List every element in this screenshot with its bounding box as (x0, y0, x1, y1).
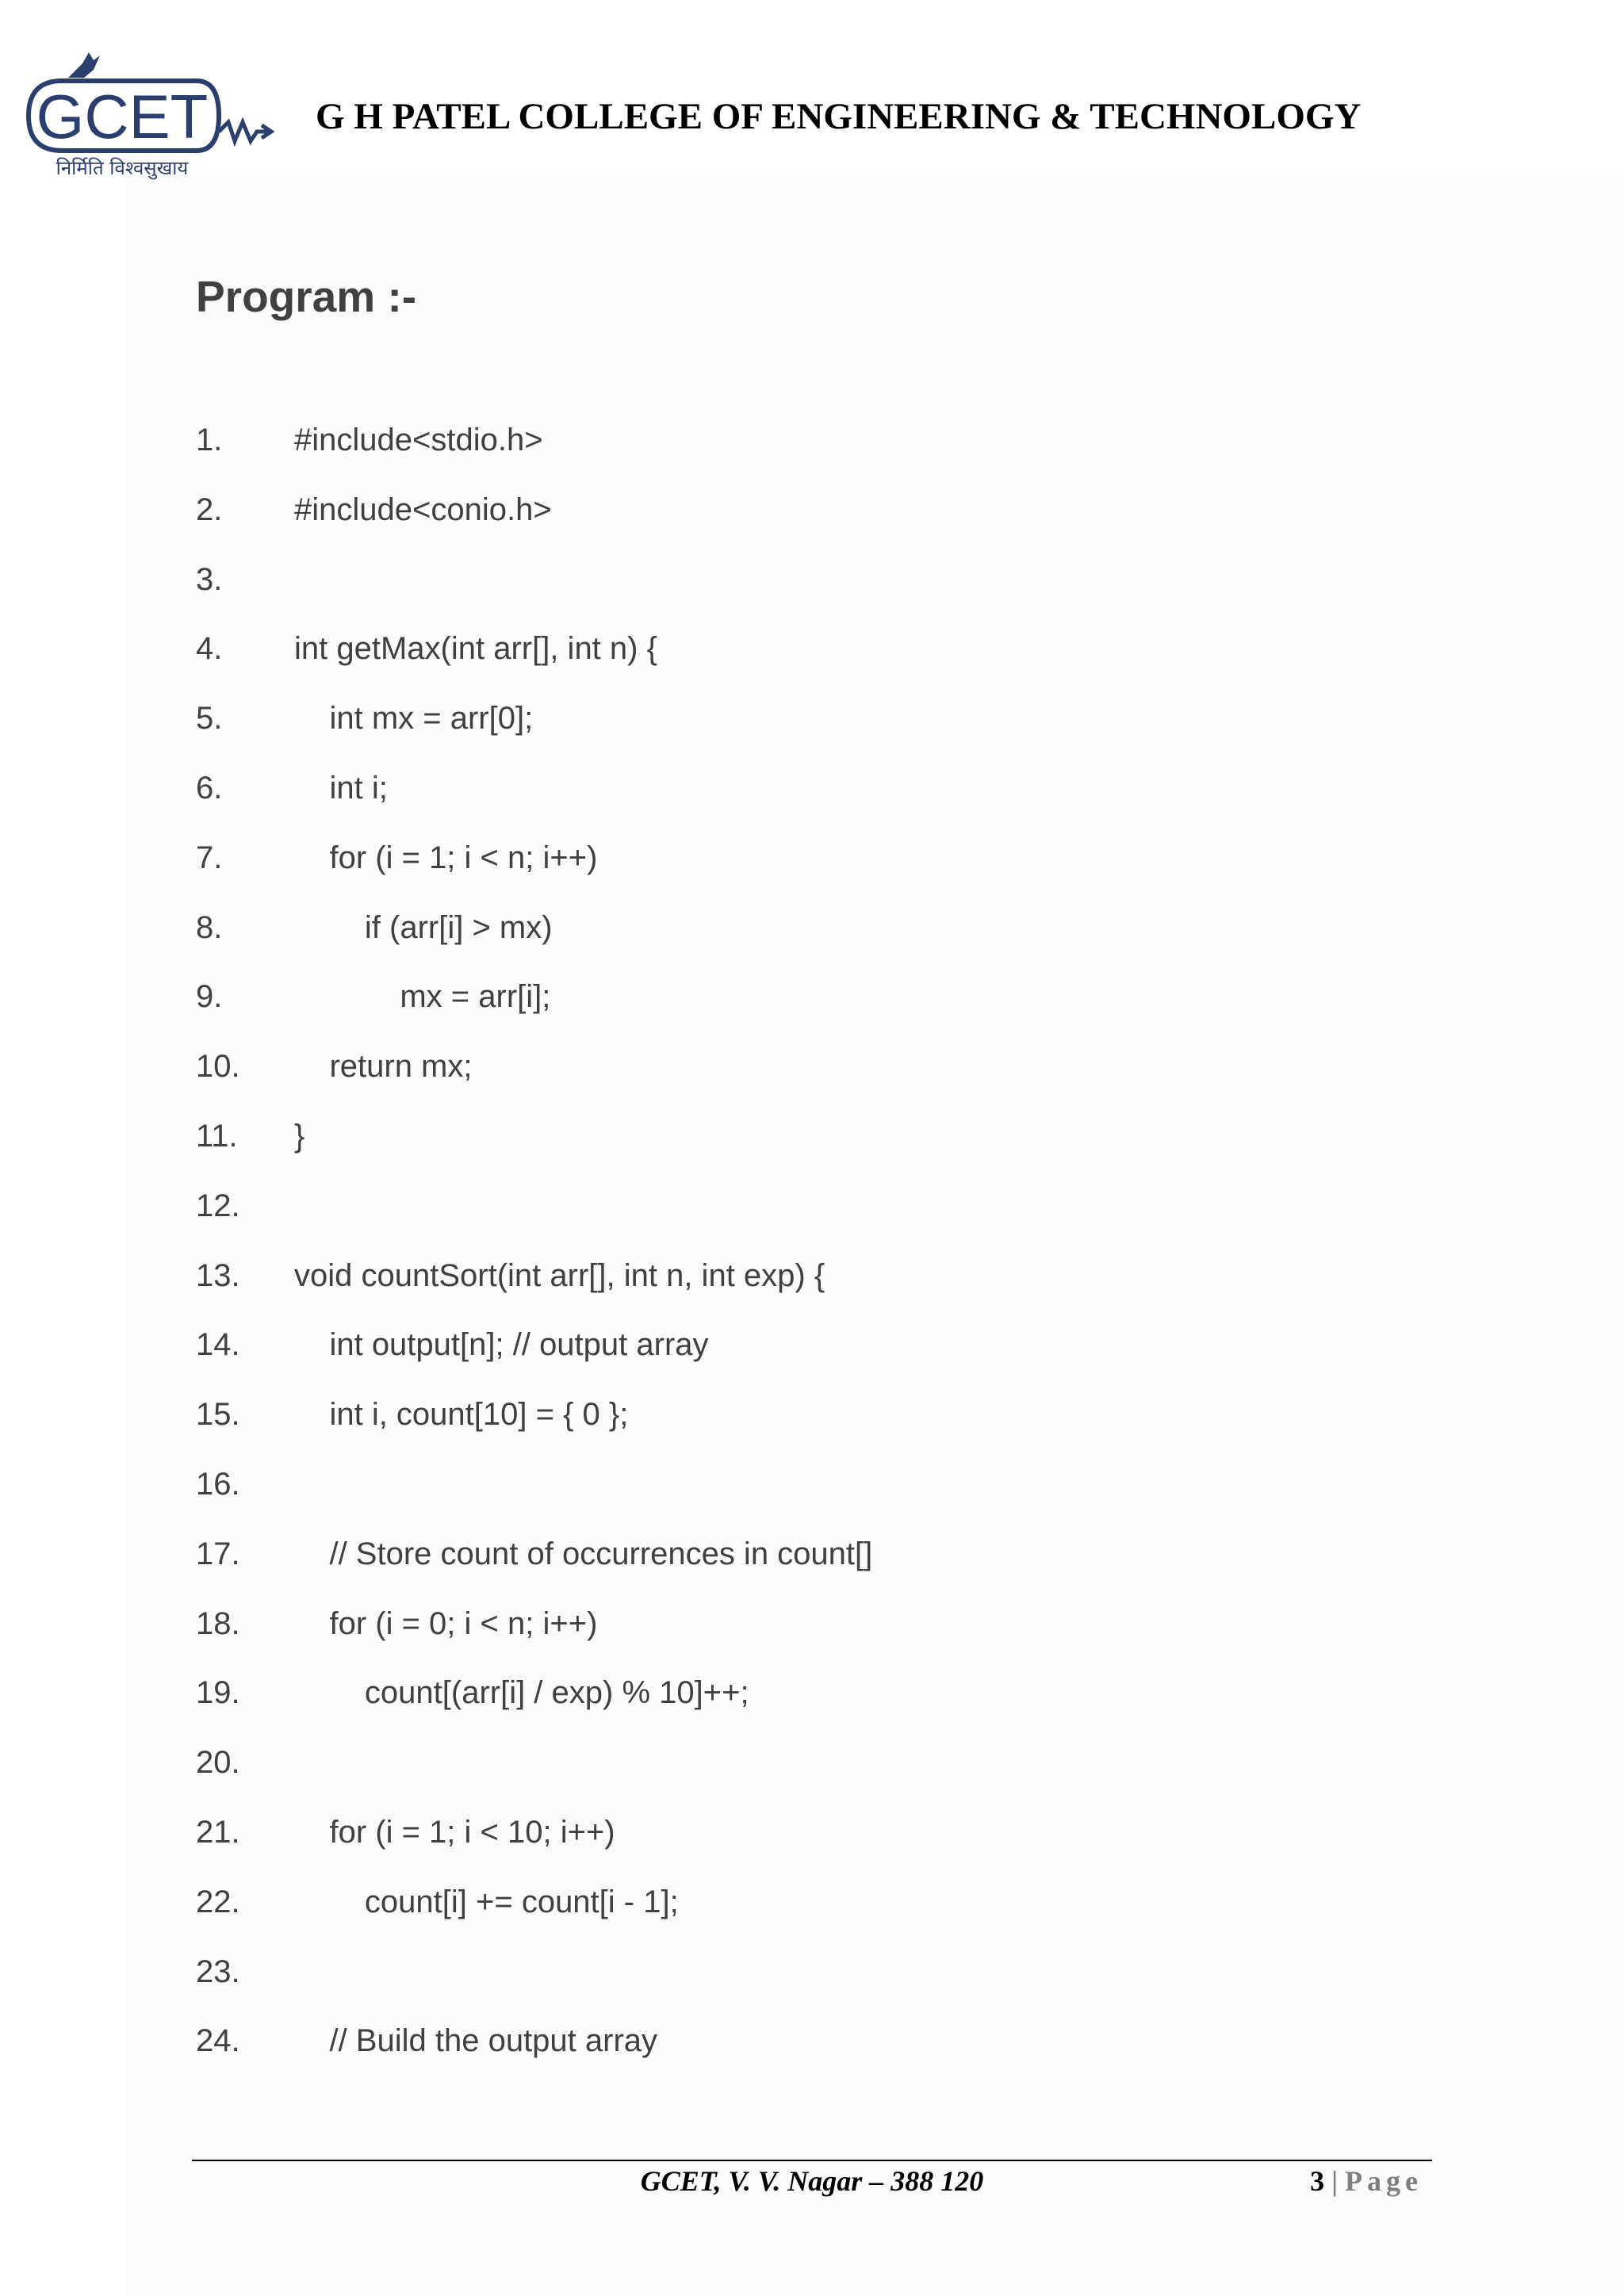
line-number: 22. (196, 1884, 240, 1919)
line-number: 20. (196, 1745, 240, 1781)
footer-divider (192, 2160, 1432, 2161)
code-line (196, 492, 1385, 562)
line-code: int i; (294, 770, 388, 806)
line-code: if (arr[i] > mx) (294, 909, 553, 945)
line-number: 24. (196, 2023, 240, 2059)
code-line (196, 771, 1385, 840)
code-line (196, 1606, 1385, 1676)
line-code: for (i = 0; i < n; i++) (294, 1605, 598, 1641)
page-number-separator: | (1331, 2165, 1339, 2197)
code-line (196, 1397, 1385, 1467)
code-line (196, 562, 1385, 632)
code-line (196, 701, 1385, 771)
line-number: 6. (196, 770, 223, 806)
code-line (196, 423, 1385, 492)
college-name: G H PATEL COLLEGE OF ENGINEERING & TECHNOLOGY (316, 96, 1362, 137)
line-code: void countSort(int arr[], int n, int exp) { (294, 1257, 825, 1293)
line-number: 18. (196, 1605, 240, 1641)
line-number: 8. (196, 909, 223, 945)
code-line (196, 631, 1385, 701)
line-number: 14. (196, 1327, 240, 1363)
line-code: } (294, 1118, 305, 1154)
page-number-label: Page (1345, 2165, 1423, 2197)
code-line (196, 1675, 1385, 1745)
line-number: 21. (196, 1814, 240, 1850)
code-line (196, 1536, 1385, 1606)
line-number: 9. (196, 979, 223, 1015)
line-number: 1. (196, 423, 223, 457)
page-number-value: 3 (1310, 2165, 1325, 2197)
line-code: // Build the output array (294, 2023, 658, 2059)
line-code: int getMax(int arr[], int n) { (294, 631, 657, 667)
code-line (196, 910, 1385, 980)
line-code: int mx = arr[0]; (294, 701, 534, 737)
line-code: int output[n]; // output array (294, 1327, 709, 1363)
code-line (196, 1119, 1385, 1188)
line-code: count[(arr[i] / exp) % 10]++; (294, 1675, 749, 1711)
code-line (196, 1188, 1385, 1258)
line-number: 4. (196, 631, 223, 667)
code-line (196, 1467, 1385, 1536)
line-code: count[i] += count[i - 1]; (294, 1884, 679, 1919)
line-code: return mx; (294, 1049, 473, 1085)
code-line (196, 1815, 1385, 1885)
code-line (196, 1049, 1385, 1119)
code-line (196, 1327, 1385, 1397)
line-number: 11. (196, 1118, 238, 1154)
code-line (196, 1885, 1385, 1954)
program-heading: Program :- (196, 272, 417, 321)
line-code: for (i = 1; i < n; i++) (294, 840, 598, 875)
line-code: mx = arr[i]; (294, 979, 551, 1015)
line-number: 19. (196, 1675, 240, 1711)
code-line (196, 1745, 1385, 1815)
gcet-logo (21, 46, 274, 182)
footer-address: GCET, V. V. Nagar – 388 120 (640, 2165, 984, 2197)
line-number: 16. (196, 1466, 240, 1502)
line-code: int i, count[10] = { 0 }; (294, 1397, 629, 1433)
code-listing (196, 423, 1385, 2093)
line-number: 10. (196, 1049, 240, 1085)
svg-text:निर्मिति विश्वसुखाय: निर्मिति विश्वसुखाय (56, 157, 189, 179)
svg-text:GCET: GCET (36, 82, 209, 151)
line-number: 2. (196, 492, 223, 527)
line-number: 7. (196, 840, 223, 875)
line-number: 15. (196, 1397, 240, 1433)
line-code: #include<stdio.h> (294, 423, 543, 457)
line-code: // Store count of occurrences in count[] (294, 1536, 873, 1571)
line-code: for (i = 1; i < 10; i++) (294, 1814, 615, 1850)
code-line (196, 840, 1385, 910)
line-number: 3. (196, 561, 223, 597)
code-line (196, 1954, 1385, 2024)
line-number: 23. (196, 1954, 240, 1989)
line-number: 13. (196, 1257, 240, 1293)
line-code: #include<conio.h> (294, 492, 552, 527)
line-number: 17. (196, 1536, 240, 1571)
code-line (196, 2023, 1385, 2093)
line-number: 12. (196, 1188, 240, 1223)
line-number: 5. (196, 701, 223, 737)
code-line (196, 1258, 1385, 1328)
code-line (196, 979, 1385, 1049)
page-number (1310, 2164, 1423, 2198)
